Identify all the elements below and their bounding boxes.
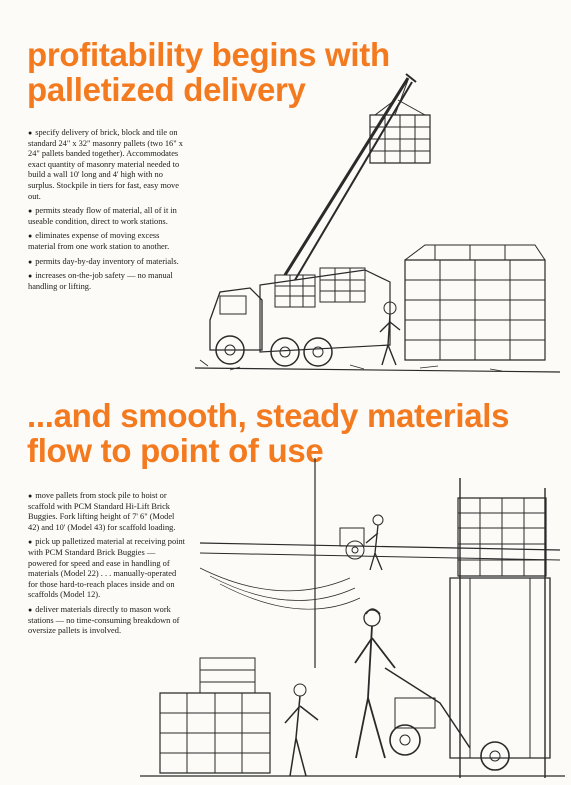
bullet-text: permits steady flow of material, all of it in useable condition, direct to work stations. <box>28 206 177 226</box>
bullet-text: increases on-the-job safety — no manual handling or lifting. <box>28 271 173 291</box>
headline-line: ...and smooth, steady materials <box>27 397 510 434</box>
bullet-text: move pallets from stock pile to hoist or scaffold with PCM Standard Hi-Lift Brick Buggies. Fork lifting height of 7' 6" (Model 42) and 10' (Model 43) for scaffold loading. <box>28 491 176 532</box>
truck-crane-illustration <box>190 60 565 378</box>
bullet-text: specify delivery of brick, block and tile on standard 24" x 32" masonry pallets (two 16" x 24" pallets banded together). Accommodates exact quantity of masonry material needed to build a wall 10' long and 4' high with no surplus. Stockpile in tiers for fast, easy move out. <box>28 128 183 201</box>
bullet-text: eliminates expense of moving excess material from one work station to another. <box>28 231 170 251</box>
headline-line: profitability begins with <box>27 36 390 73</box>
headline-line: flow to point of use <box>27 432 324 469</box>
brick-buggy-illustration <box>140 458 565 780</box>
bullet-item <box>28 257 186 268</box>
headline-line: palletized delivery <box>27 71 306 108</box>
bullet-text: pick up palletized material at receiving point with PCM Standard Brick Buggies — powered for speed and ease in handling of materials (Model 22) . . . manually-operated for those hard-to-reach places inside and on scaffolds (Model 12). <box>28 537 185 600</box>
bullet-list-palletized <box>28 128 186 296</box>
bullet-item <box>28 271 186 292</box>
bullet-text: deliver materials directly to mason work stations — no time-consuming breakdown of oversize pallets is involved. <box>28 604 180 636</box>
bullet-item <box>28 128 186 202</box>
bullet-text: permits day-by-day inventory of materials. <box>35 256 179 266</box>
bullet-item <box>28 231 186 252</box>
bullet-item <box>28 206 186 227</box>
